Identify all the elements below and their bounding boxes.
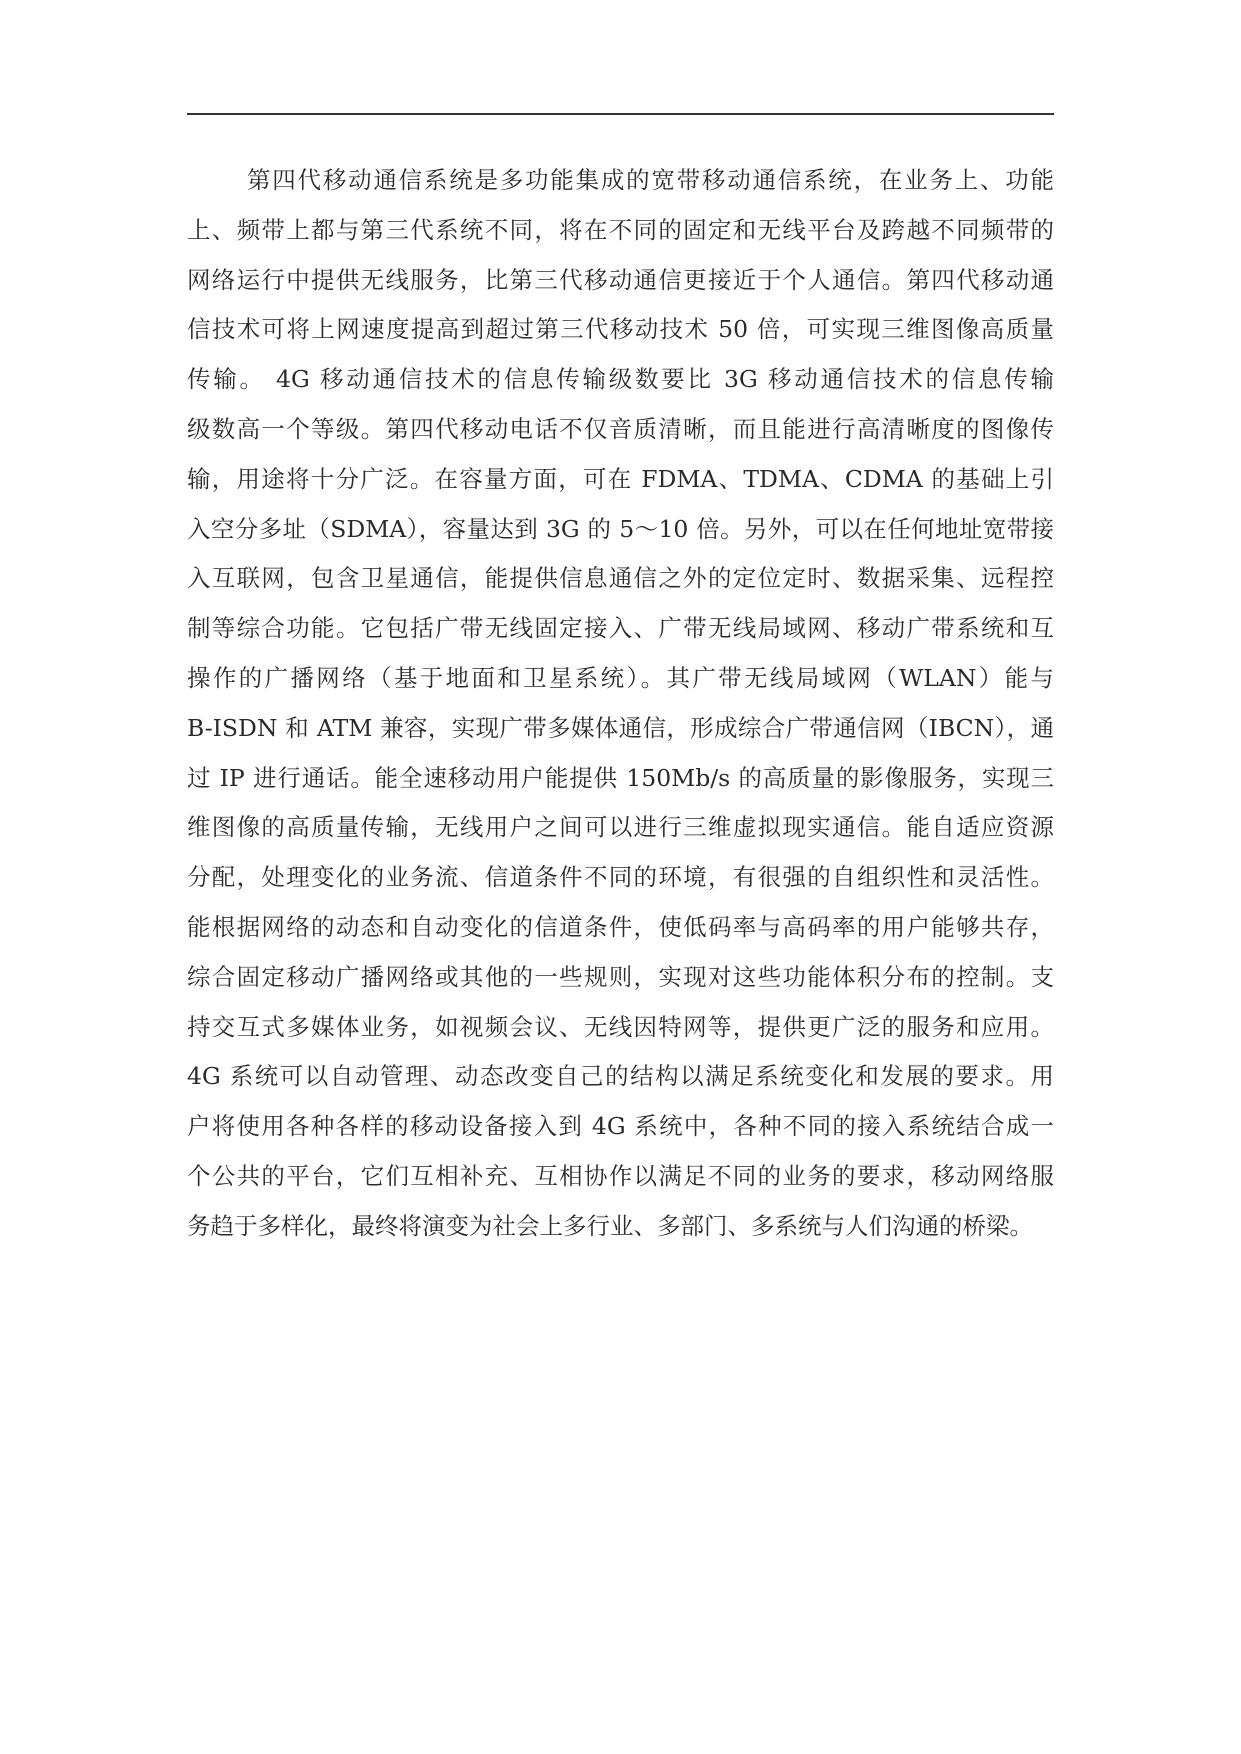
text-line: 传输。 4G 移动通信技术的信息传输级数要比 3G 移动通信技术的信息传输	[187, 365, 1054, 394]
text-line: 综合固定移动广播网络或其他的一些规则，实现对这些功能体积分布的控制。支	[187, 962, 1054, 991]
text-line: 个公共的平台，它们互相补充、互相协作以满足不同的业务的要求，移动网络服	[187, 1161, 1054, 1190]
text-line: 网络运行中提供无线服务，比第三代移动通信更接近于个人通信。第四代移动通	[187, 265, 1054, 294]
text-line: 操作的广播网络（基于地面和卫星系统）。其广带无线局域网（WLAN）能与	[187, 663, 1054, 692]
text-line: 过 IP 进行通话。能全速移动用户能提供 150Mb/s 的高质量的影像服务，实现三	[187, 763, 1054, 792]
text-line: 能根据网络的动态和自动变化的信道条件，使低码率与高码率的用户能够共存，	[187, 912, 1054, 941]
text-line: 户将使用各种各样的移动设备接入到 4G 系统中，各种不同的接入系统结合成一	[187, 1112, 1054, 1141]
text-line: 级数高一个等级。第四代移动电话不仅音质清晰，而且能进行高清晰度的图像传	[187, 414, 1054, 443]
text-line: 维图像的高质量传输，无线用户之间可以进行三维虚拟现实通信。能自适应资源	[187, 813, 1054, 842]
text-line: 4G 系统可以自动管理、动态改变自己的结构以满足系统变化和发展的要求。用	[187, 1062, 1054, 1091]
text-line: B-ISDN 和 ATM 兼容，实现广带多媒体通信，形成综合广带通信网（IBCN），通	[187, 713, 1054, 742]
text-line: 上、频带上都与第三代系统不同，将在不同的固定和无线平台及跨越不同频带的	[187, 215, 1054, 244]
body-paragraph	[187, 156, 1054, 1252]
text-line: 输，用途将十分广泛。在容量方面，可在 FDMA、TDMA、CDMA 的基础上引	[187, 464, 1054, 493]
text-line: 务趋于多样化，最终将演变为社会上多行业、多部门、多系统与人们沟通的桥梁。	[187, 1211, 1033, 1240]
text-line: 入互联网，包含卫星通信，能提供信息通信之外的定位定时、数据采集、远程控	[187, 564, 1054, 593]
header-rule	[187, 113, 1054, 115]
text-line: 信技术可将上网速度提高到超过第三代移动技术 50 倍，可实现三维图像高质量	[187, 315, 1054, 344]
text-line: 分配，处理变化的业务流、信道条件不同的环境，有很强的自组织性和灵活性。	[187, 863, 1054, 892]
text-line: 第四代移动通信系统是多功能集成的宽带移动通信系统，在业务上、功能	[247, 166, 1054, 194]
text-line: 制等综合功能。它包括广带无线固定接入、广带无线局域网、移动广带系统和互	[187, 614, 1054, 643]
text-line: 持交互式多媒体业务，如视频会议、无线因特网等，提供更广泛的服务和应用。	[187, 1012, 1054, 1041]
text-line: 入空分多址（SDMA），容量达到 3G 的 5～10 倍。另外，可以在任何地址宽带接	[187, 514, 1054, 543]
